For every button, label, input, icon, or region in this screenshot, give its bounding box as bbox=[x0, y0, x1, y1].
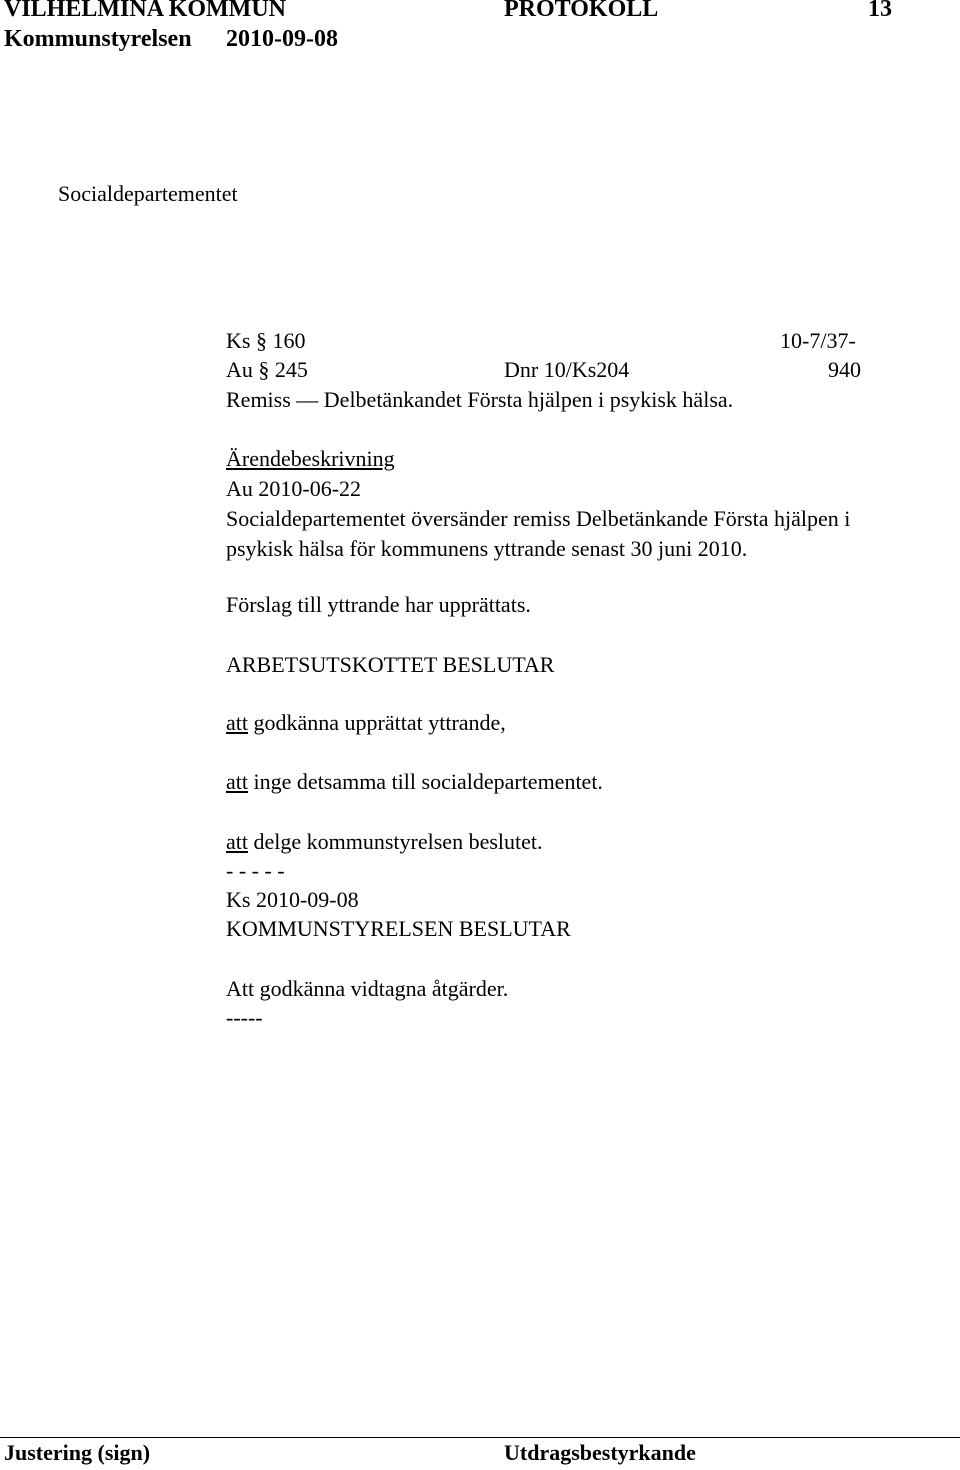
ks-decision-text: Att godkänna vidtagna åtgärder. bbox=[226, 976, 509, 1001]
file-code-top: 10-7/37- bbox=[780, 328, 856, 353]
document-type: PROTOKOLL bbox=[504, 0, 659, 22]
au-number: 245 bbox=[274, 357, 308, 382]
paragraph-sign-icon: § bbox=[258, 357, 270, 382]
au-line bbox=[226, 355, 308, 385]
decision-text: delge kommunstyrelsen beslutet. bbox=[248, 829, 543, 854]
case-title: Remiss — Delbetänkandet Första hjälpen i psykisk hälsa. bbox=[226, 387, 734, 412]
ks-date: Ks 2010-09-08 bbox=[226, 887, 359, 912]
utdragsbestyrkande-label: Utdragsbestyrkande bbox=[504, 1440, 696, 1465]
att-keyword: att bbox=[226, 829, 248, 854]
att-keyword: att bbox=[226, 769, 248, 794]
decision-item bbox=[226, 767, 603, 797]
ks-number: 160 bbox=[272, 328, 306, 353]
decision-item bbox=[226, 708, 506, 738]
description-line-1: Socialdepartementet översänder remiss Delbetänkande Första hjälpen i bbox=[226, 506, 851, 531]
justering-label: Justering (sign) bbox=[4, 1440, 151, 1465]
au-label: Au bbox=[226, 357, 253, 382]
footer-divider bbox=[0, 1437, 960, 1438]
recipient: Socialdepartementet bbox=[58, 181, 238, 206]
au-date: Au 2010-06-22 bbox=[226, 476, 362, 501]
decision-item bbox=[226, 827, 543, 857]
municipality-name: VILHELMINA KOMMUN bbox=[4, 0, 286, 22]
decision-text: godkänna upprättat yttrande, bbox=[248, 710, 506, 735]
separator: - - - - - bbox=[226, 858, 285, 883]
ks-line bbox=[226, 326, 305, 356]
committee-name: Kommunstyrelsen bbox=[4, 26, 192, 52]
au-decision-heading: ARBETSUTSKOTTET BESLUTAR bbox=[226, 652, 555, 677]
paragraph-sign-icon: § bbox=[255, 328, 267, 353]
end-marker: ----- bbox=[226, 1005, 263, 1030]
att-keyword: att bbox=[226, 710, 248, 735]
page-number: 13 bbox=[868, 0, 892, 22]
proposal-text: Förslag till yttrande har upprättats. bbox=[226, 592, 531, 617]
file-code-bottom: 940 bbox=[828, 357, 861, 382]
ks-decision-heading: KOMMUNSTYRELSEN BESLUTAR bbox=[226, 916, 571, 941]
decision-text: inge detsamma till socialdepartementet. bbox=[248, 769, 603, 794]
description-line-2: psykisk hälsa för kommunens yttrande senast 30 juni 2010. bbox=[226, 536, 748, 561]
dnr: Dnr 10/Ks204 bbox=[504, 357, 630, 382]
meeting-date: 2010-09-08 bbox=[226, 26, 338, 52]
description-heading: Ärendebeskrivning bbox=[226, 446, 395, 471]
ks-label: Ks bbox=[226, 328, 251, 353]
